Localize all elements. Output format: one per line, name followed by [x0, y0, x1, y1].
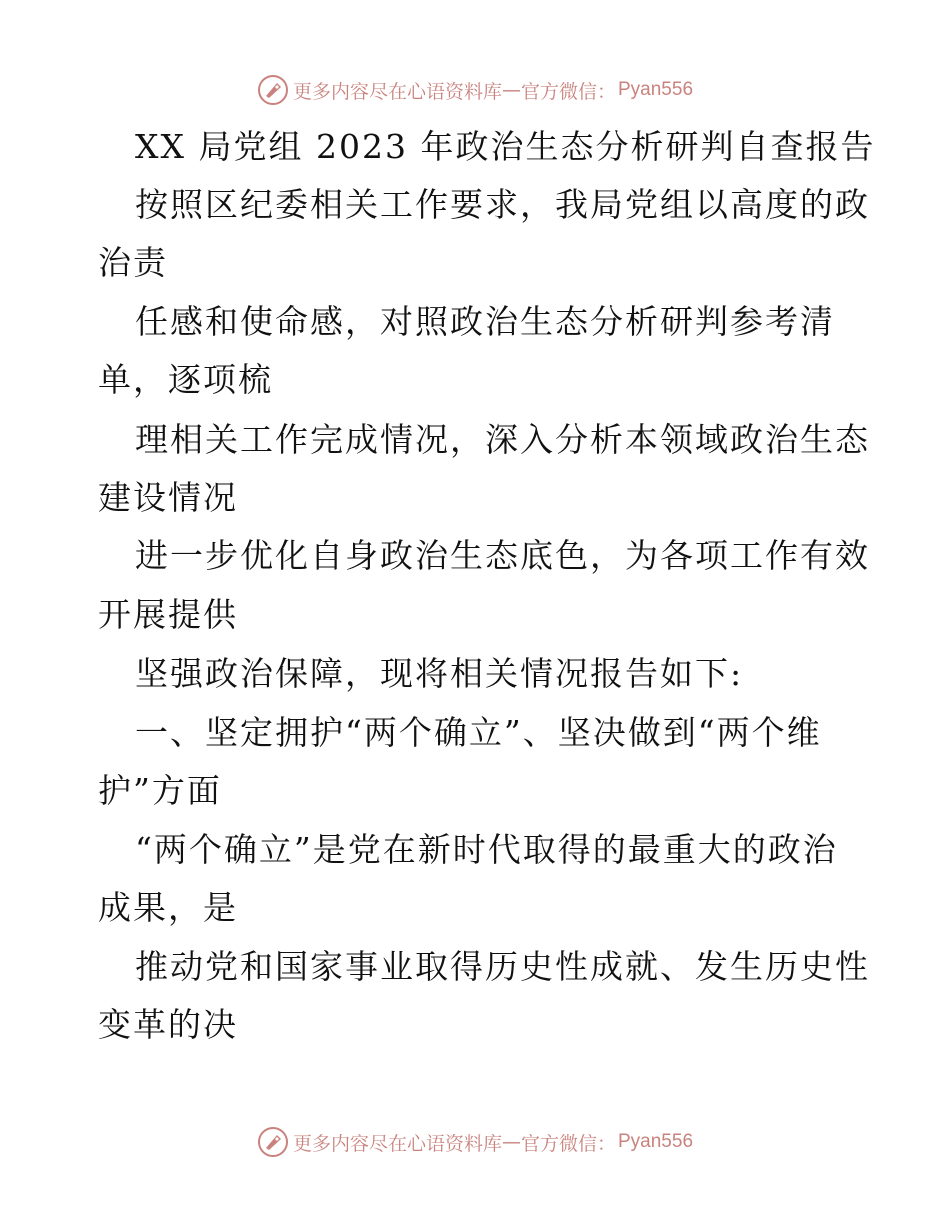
paragraph-line: 护”方面 — [98, 771, 222, 810]
watermark-text: 更多内容尽在心语资料库 — [292, 80, 502, 103]
watermark-separator: — — [501, 1131, 521, 1153]
document-title: XX 局党组 2023 年政治生态分析研判自查报告 — [135, 127, 876, 166]
paragraph-line: 进一步优化自身政治生态底色，为各项工作有效 — [135, 536, 870, 575]
watermark-separator: — — [501, 79, 521, 101]
paragraph-line: 推动党和国家事业取得历史性成就、发生历史性 — [135, 947, 870, 986]
section-heading: 一、坚定拥护“两个确立”、坚决做到“两个维 — [135, 713, 822, 752]
watermark-wechat-label: 官方微信： — [520, 1132, 616, 1155]
watermark-text: 更多内容尽在心语资料库 — [292, 1132, 502, 1155]
paragraph-line: 任感和使命感，对照政治生态分析研判参考清 — [135, 302, 835, 341]
watermark-wechat-id: Pyan556 — [618, 79, 694, 100]
watermark-wechat-label: 官方微信： — [520, 80, 616, 103]
paragraph-line: 变革的决 — [98, 1005, 238, 1044]
pen-nib-logo-icon — [257, 1126, 289, 1158]
paragraph-line: 治责 — [98, 243, 168, 282]
pen-nib-logo-icon — [257, 74, 289, 106]
paragraph-line: 理相关工作完成情况，深入分析本领域政治生态 — [135, 420, 870, 459]
paragraph-line: 开展提供 — [98, 595, 238, 634]
watermark-header — [0, 70, 950, 110]
paragraph-line: 成果，是 — [98, 888, 238, 927]
watermark-wechat-id: Pyan556 — [618, 1131, 694, 1152]
paragraph-line: 坚强政治保障，现将相关情况报告如下: — [135, 654, 744, 693]
paragraph-line: 按照区纪委相关工作要求，我局党组以高度的政 — [135, 185, 870, 224]
paragraph-line: 建设情况 — [98, 478, 238, 517]
watermark-footer — [0, 1122, 950, 1162]
paragraph-line: “两个确立”是党在新时代取得的最重大的政治 — [135, 830, 838, 869]
paragraph-line: 单，逐项梳 — [98, 360, 273, 399]
